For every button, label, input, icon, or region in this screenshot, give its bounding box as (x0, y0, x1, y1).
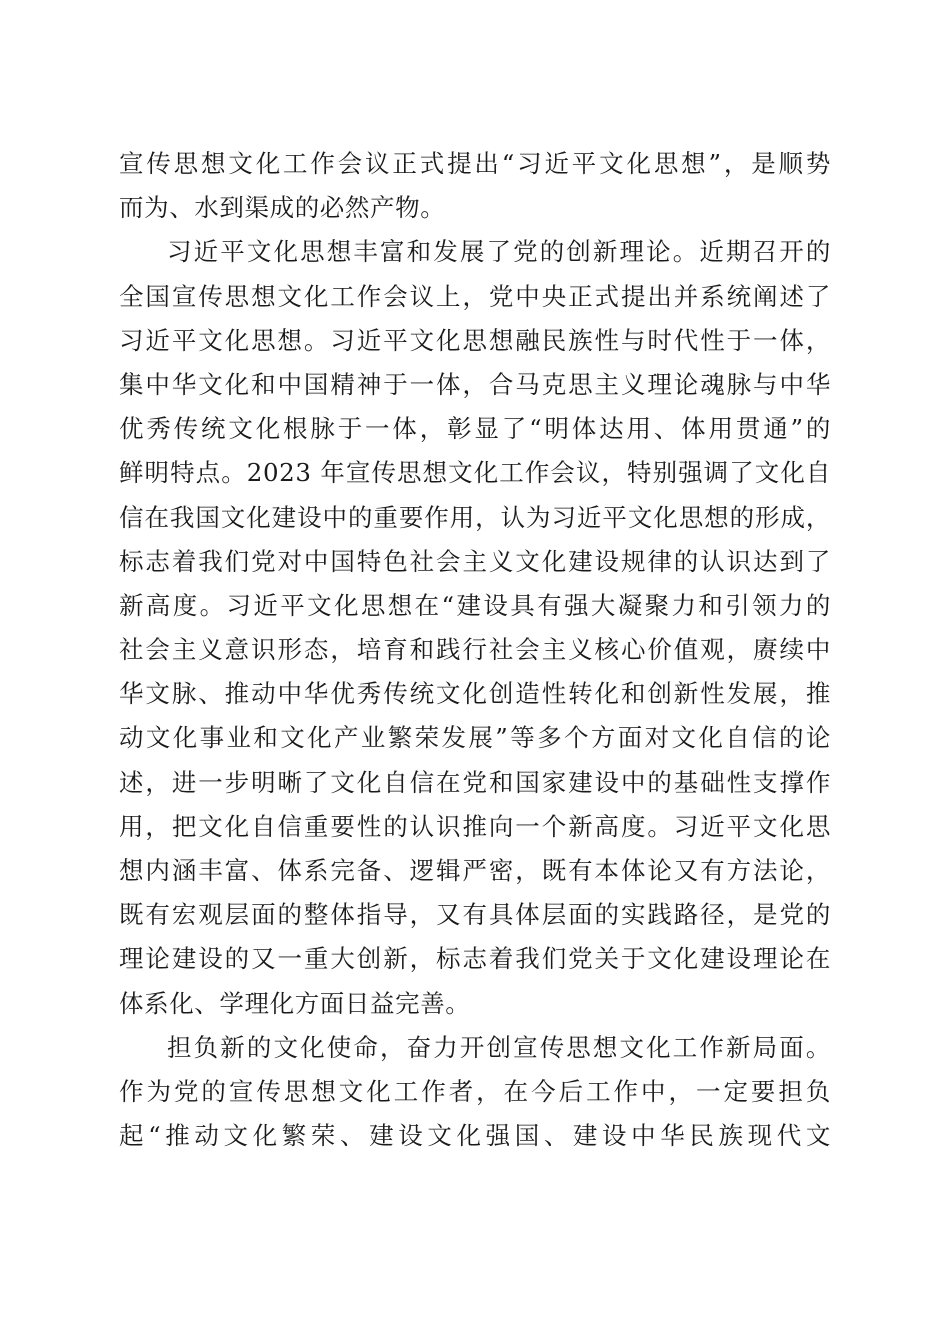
paragraph-2 (119, 230, 831, 1025)
text-line: 而为、水到渠成的必然产物。 (119, 193, 446, 223)
text-line: 华文脉、推动中华优秀传统文化创造性转化和创新性发展，推 (119, 679, 831, 709)
text-line: 作为党的宣传思想文化工作者，在今后工作中，一定要担负 (119, 1076, 831, 1106)
paragraph-3 (119, 1026, 831, 1159)
text-line: 优秀传统文化根脉于一体，彰显了“明体达用、体用贯通”的 (119, 414, 831, 444)
text-line: 用，把文化自信重要性的认识推向一个新高度。习近平文化思 (119, 811, 831, 841)
text-line: 述，进一步明晰了文化自信在党和国家建设中的基础性支撑作 (119, 767, 831, 797)
text-line: 担负新的文化使命，奋力开创宣传思想文化工作新局面。 (167, 1032, 831, 1062)
text-line: 集中华文化和中国精神于一体，合马克思主义理论魂脉与中华 (119, 369, 831, 399)
text-line: 起“推动文化繁荣、建设文化强国、建设中华民族现代文 (119, 1121, 831, 1151)
text-line: 想内涵丰富、体系完备、逻辑严密，既有本体论又有方法论， (119, 856, 831, 885)
text-line: 鲜明特点。2023 年宣传思想文化工作会议，特别强调了文化自 (119, 458, 831, 488)
text-line: 社会主义意识形态，培育和践行社会主义核心价值观，赓续中 (119, 635, 831, 665)
text-line: 理论建设的又一重大创新，标志着我们党关于文化建设理论在 (119, 944, 831, 974)
text-line: 全国宣传思想文化工作会议上，党中央正式提出并系统阐述了 (119, 281, 831, 311)
body-text (119, 142, 831, 1158)
text-line: 信在我国文化建设中的重要作用，认为习近平文化思想的形成， (119, 502, 831, 532)
paragraph-1 (119, 142, 831, 230)
text-line: 习近平文化思想丰富和发展了党的创新理论。近期召开的 (167, 237, 831, 267)
text-line: 体系化、学理化方面日益完善。 (119, 988, 471, 1018)
text-line: 宣传思想文化工作会议正式提出“习近平文化思想”，是顺势 (119, 149, 831, 178)
text-line: 习近平文化思想。习近平文化思想融民族性与时代性于一体， (119, 325, 831, 355)
text-line: 既有宏观层面的整体指导，又有具体层面的实践路径，是党的 (119, 900, 831, 930)
text-line: 动文化事业和文化产业繁荣发展”等多个方面对文化自信的论 (119, 723, 831, 753)
text-line: 标志着我们党对中国特色社会主义文化建设规律的认识达到了 (119, 546, 831, 576)
text-line: 新高度。习近平文化思想在“建设具有强大凝聚力和引领力的 (119, 590, 831, 620)
